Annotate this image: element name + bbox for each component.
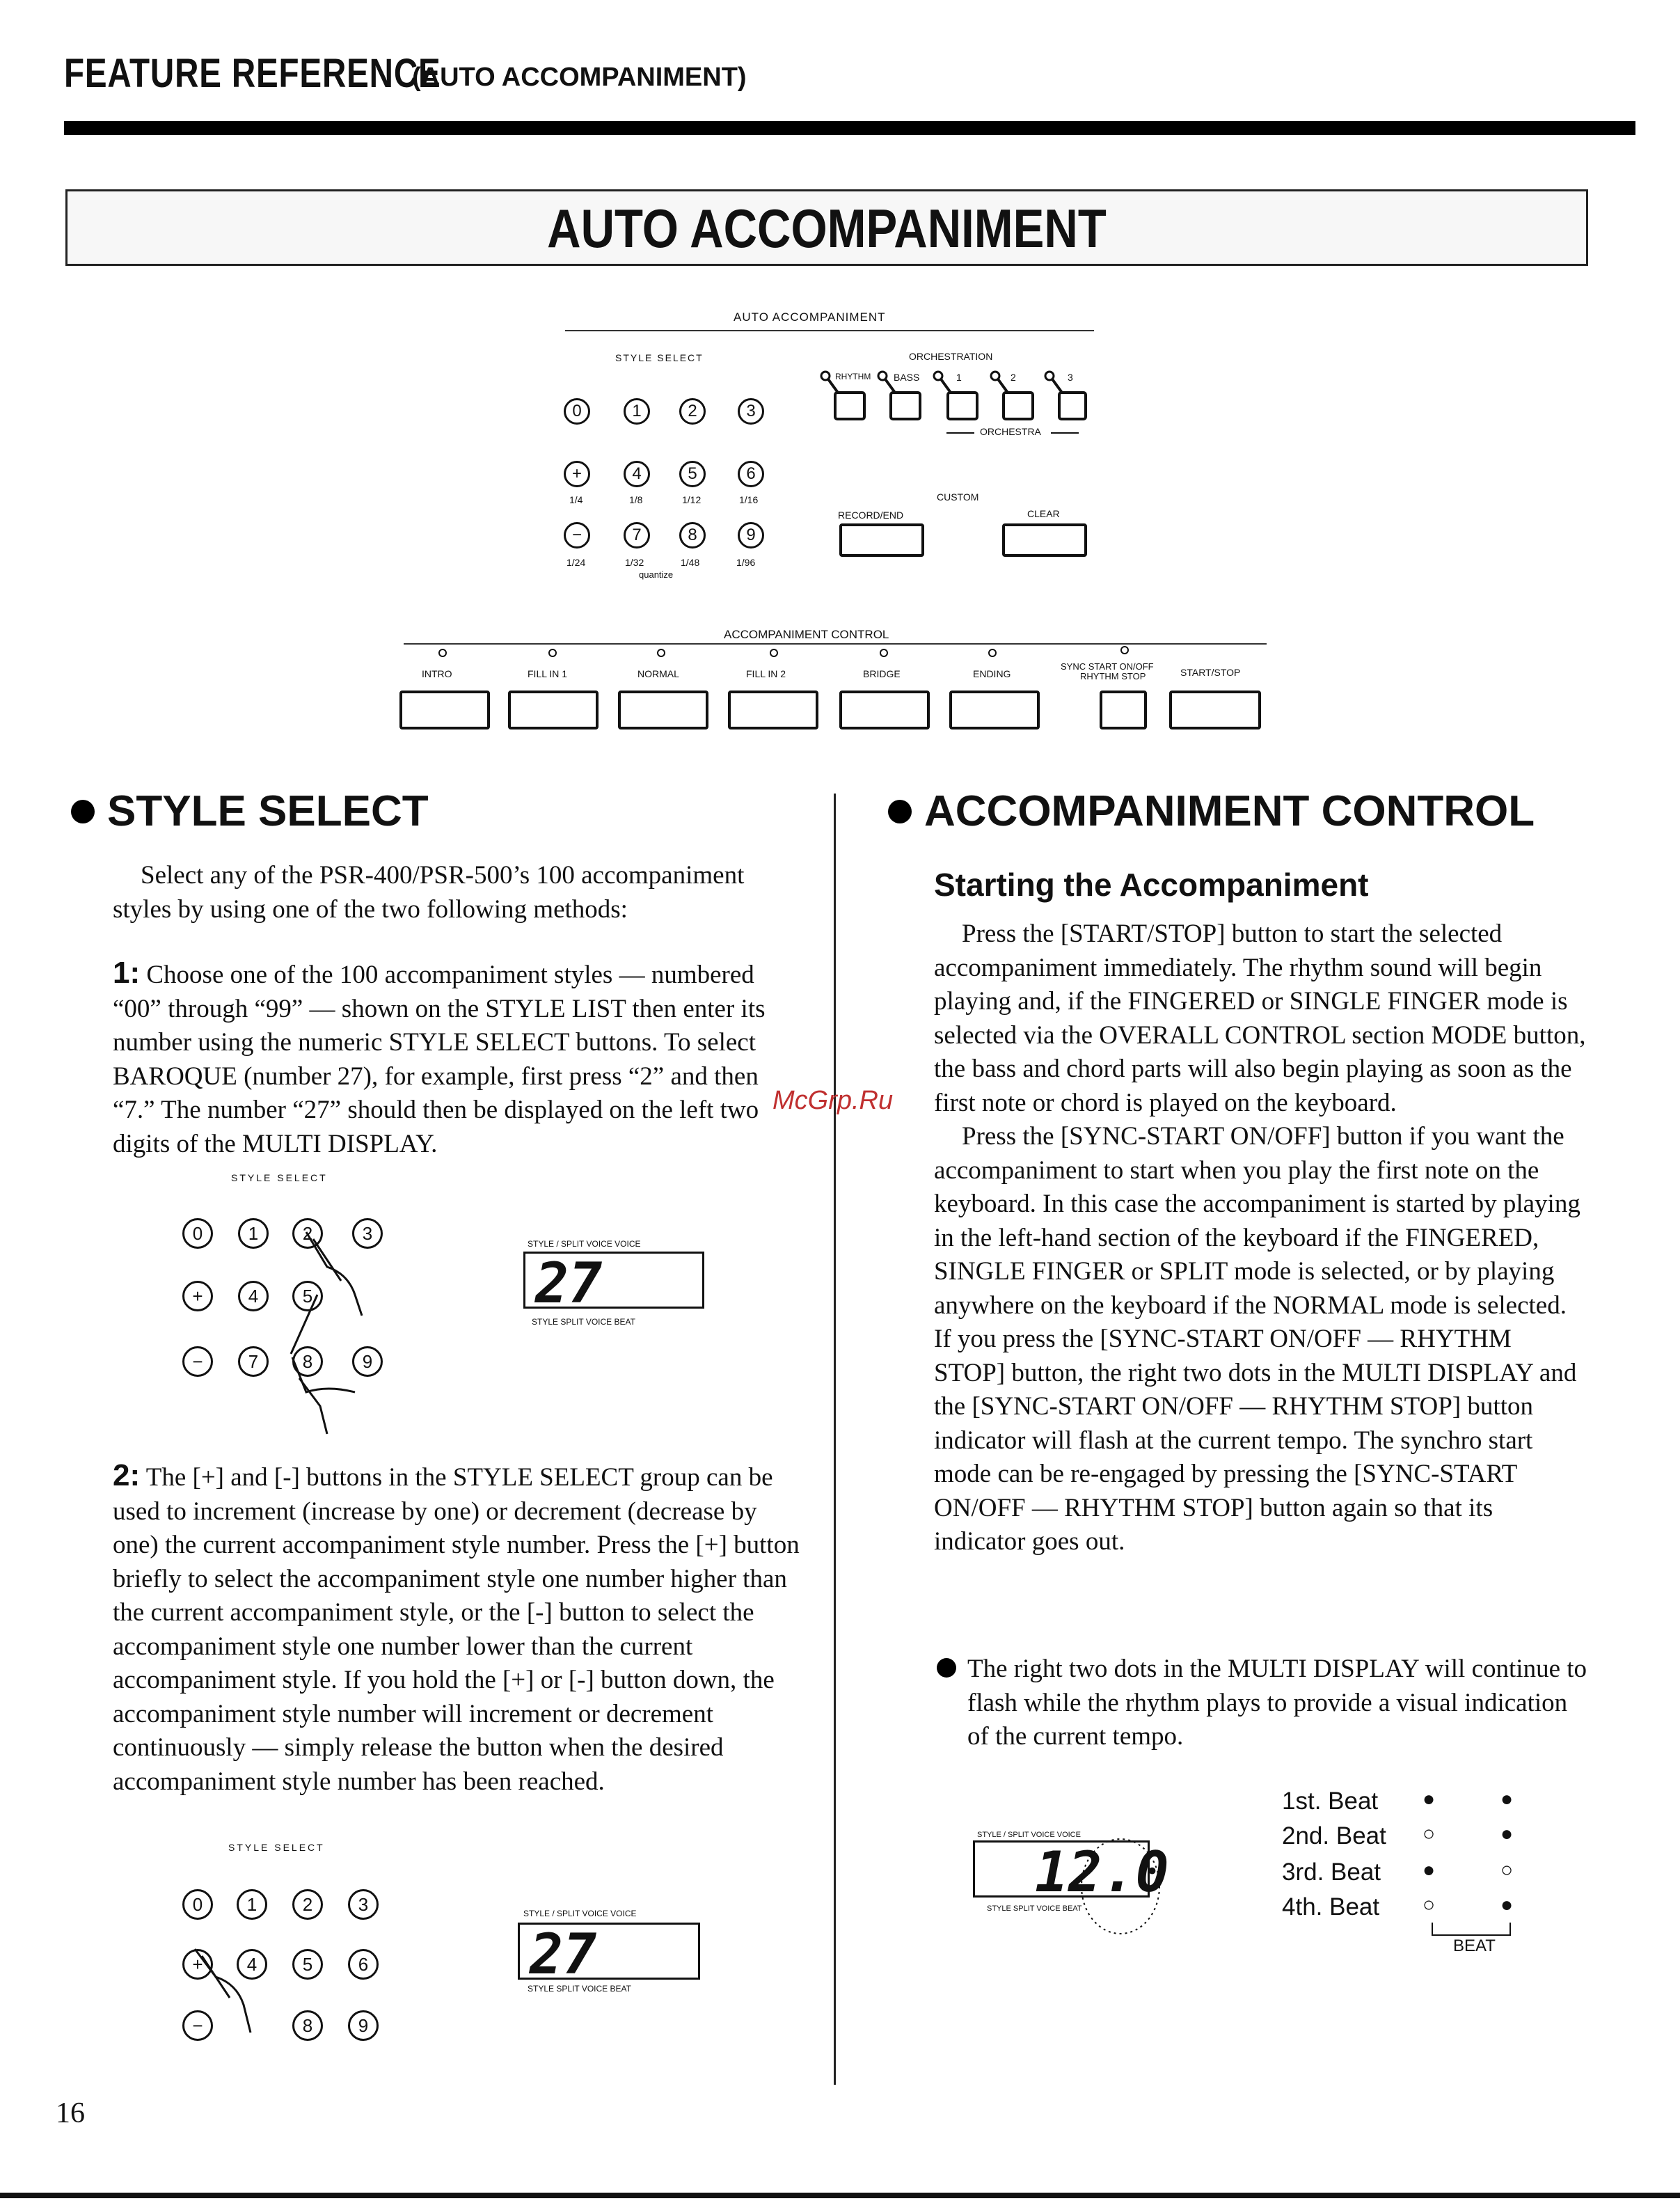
display-bottom-label: STYLE SPLIT VOICE BEAT xyxy=(528,1984,631,1994)
panel-group-title: AUTO ACCOMPANIMENT xyxy=(734,310,886,324)
quantize-caption: quantize xyxy=(639,569,674,580)
style-digit-2[interactable]: 2 xyxy=(679,398,706,425)
fig2-digit-9: 9 xyxy=(348,2010,379,2041)
bottom-rule xyxy=(0,2193,1680,2198)
style-digit-5[interactable]: 5 xyxy=(679,461,706,487)
method-2-text: The [+] and [-] buttons in the STYLE SELECT group can be used to increment (increase by one) or decrement (decrease by one) the current accompaniment style number. Press the [+] button briefly to select the accompaniment style one number higher than the current accompaniment style, or the [-] button to select the accompaniment style one number lower than the current accompaniment style. If you hold the [+] or [-] button down, the accompaniment style number will increment or decrement continuously — simply release the button when the desired accompaniment style number has been reached. xyxy=(113,1463,800,1796)
tempo-note xyxy=(937,1652,1591,1754)
beat-dot: ● xyxy=(1500,1893,1514,1916)
display-bottom-label: STYLE SPLIT VOICE BEAT xyxy=(987,1904,1082,1913)
fig2-digit-4: 4 xyxy=(237,1949,267,1980)
beat-label-4: 4th. Beat xyxy=(1282,1893,1380,1920)
style-digit-8[interactable]: 8 xyxy=(679,522,706,549)
sync-start-indicator xyxy=(1120,646,1129,654)
record-end-label: RECORD/END xyxy=(838,510,904,521)
style-minus-button[interactable]: − xyxy=(564,522,590,549)
fill-in-2-indicator xyxy=(770,649,778,657)
display-value: 27 xyxy=(530,1922,597,1987)
orchestration-label: ORCHESTRATION xyxy=(909,351,993,362)
bridge-button[interactable] xyxy=(839,691,930,729)
style-select-intro: Select any of the PSR-400/PSR-500’s 100 accompaniment styles by using one of the two following methods: xyxy=(113,861,745,924)
fig2-minus: − xyxy=(182,2010,213,2041)
beat-label-3: 3rd. Beat xyxy=(1282,1859,1381,1886)
column-divider xyxy=(834,794,836,2085)
orch-part-rhythm: RHYTHM xyxy=(835,372,871,381)
accompaniment-control-heading: ACCOMPANIMENT CONTROL xyxy=(888,787,1535,836)
fig2-digit-2: 2 xyxy=(292,1889,323,1920)
dots-highlight xyxy=(1072,1838,1169,1942)
fig2-digit-5: 5 xyxy=(292,1949,323,1980)
fill-in-1-indicator xyxy=(548,649,557,657)
fig2-plus: + xyxy=(182,1949,213,1980)
style-digit-1[interactable]: 1 xyxy=(624,398,650,425)
normal-button[interactable] xyxy=(618,691,708,729)
beat-label-1: 1st. Beat xyxy=(1282,1788,1379,1815)
clear-button[interactable] xyxy=(1002,523,1087,557)
ending-button[interactable] xyxy=(949,691,1040,729)
style-select-label: STYLE SELECT xyxy=(615,352,704,363)
multi-display-fig1 xyxy=(523,1251,704,1316)
quantize-label: 1/4 xyxy=(569,494,583,505)
clear-label: CLEAR xyxy=(1027,508,1060,519)
beat-dot: ○ xyxy=(1500,1859,1514,1882)
start-stop-label: START/STOP xyxy=(1180,667,1241,678)
page-title: AUTO ACCOMPANIMENT xyxy=(547,198,1107,259)
style-digit-6[interactable]: 6 xyxy=(738,461,764,487)
fig1-digit-2: 2 xyxy=(292,1218,323,1249)
quantize-label: 1/48 xyxy=(681,557,700,568)
style-select-heading: STYLE SELECT xyxy=(71,787,429,836)
page-title-banner xyxy=(65,189,1588,266)
pointing-hand-icon xyxy=(188,1942,271,2053)
fig2-digit-3: 3 xyxy=(348,1889,379,1920)
intro-indicator xyxy=(438,649,447,657)
bridge-indicator xyxy=(880,649,888,657)
fig1-minus: − xyxy=(182,1346,213,1377)
quantize-label: 1/96 xyxy=(736,557,756,568)
beat-bracket-label: BEAT xyxy=(1453,1936,1496,1955)
intro-button[interactable] xyxy=(399,691,490,729)
fig1-digit-4: 4 xyxy=(238,1281,269,1311)
figure2-label: STYLE SELECT xyxy=(228,1842,325,1853)
start-stop-button[interactable] xyxy=(1169,691,1261,729)
figure1-label: STYLE SELECT xyxy=(231,1172,328,1183)
quantize-label: 1/8 xyxy=(629,494,643,505)
style-digit-9[interactable]: 9 xyxy=(738,522,764,549)
method-1-text: Choose one of the 100 accompaniment styles — numbered “00” through “99” — shown on the STYLE LIST then enter its number using the numeric STYLE SELECT buttons. To select BAROQUE (number 27), for example, first press “2” and then “7.” The number “27” should then be displayed on the left two digits of the MULTI DISPLAY. xyxy=(113,961,766,1158)
pointing-hand-icon xyxy=(251,1225,397,1448)
fig2-digit-1: 1 xyxy=(237,1889,267,1920)
fill-in-2-button[interactable] xyxy=(728,691,818,729)
fig1-digit-1: 1 xyxy=(238,1218,269,1249)
method-2 xyxy=(113,1459,802,1799)
tempo-display-value: 12.0 xyxy=(1035,1840,1169,1904)
quantize-label: 1/32 xyxy=(625,557,644,568)
fig2-digit-6: 6 xyxy=(348,1949,379,1980)
style-digit-4[interactable]: 4 xyxy=(624,461,650,487)
fig1-digit-0: 0 xyxy=(182,1218,213,1249)
style-plus-button[interactable]: + xyxy=(564,461,590,487)
method-1 xyxy=(113,956,793,1161)
fig1-digit-3: 3 xyxy=(352,1218,383,1249)
fig2-digit-8: 8 xyxy=(292,2010,323,2041)
display-top-label: STYLE / SPLIT VOICE VOICE xyxy=(977,1831,1081,1839)
style-digit-3[interactable]: 3 xyxy=(738,398,764,425)
sync-start-label: SYNC START ON/OFF xyxy=(1061,661,1154,672)
sync-start-button[interactable] xyxy=(1100,691,1147,729)
page-number: 16 xyxy=(56,2097,85,2129)
orchestration-buttons[interactable] xyxy=(814,369,1107,425)
beat-dot: ● xyxy=(1423,1788,1436,1810)
section-subheader: (AUTO ACCOMPANIMENT) xyxy=(412,63,747,92)
orch-part-3: 3 xyxy=(1068,372,1073,383)
accompaniment-control-label: ACCOMPANIMENT CONTROL xyxy=(724,628,889,641)
starting-accompaniment-subheading: Starting the Accompaniment xyxy=(934,867,1369,903)
quantize-label: 1/16 xyxy=(739,494,759,505)
paragraph-sync-start: Press the [SYNC-START ON/OFF] button if you want the accompaniment to start when you play the first note on the keyboard. In this case the accompaniment is started by playing in the left-hand section of the keyboard if the FINGERED, SINGLE FINGER or SPLIT mode is selected, or by playing anywhere on the keyboard if the NORMAL mode is selected. If you press the [SYNC-START ON/OFF — RHYTHM STOP] button, the right two dots in the MULTI DISPLAY and the [SYNC-START ON/OFF — RHYTHM STOP] button indicator will flash at the current tempo. The synchro start mode can be re-engaged by pressing the [SYNC-START ON/OFF — RHYTHM STOP] button again so that its indicator goes out. xyxy=(934,1122,1580,1556)
record-end-button[interactable] xyxy=(839,523,924,557)
fig1-digit-7: 7 xyxy=(238,1346,269,1377)
fill-in-2-label: FILL IN 2 xyxy=(746,668,786,679)
bullet-icon xyxy=(937,1658,956,1678)
quantize-label: 1/24 xyxy=(566,557,586,568)
fill-in-1-button[interactable] xyxy=(508,691,599,729)
method-2-number: 2: xyxy=(113,1458,141,1492)
beat-dot: ● xyxy=(1500,1788,1514,1810)
fig1-digit-8: 8 xyxy=(292,1346,323,1377)
beat-dot: ○ xyxy=(1423,1893,1436,1916)
orch-part-1: 1 xyxy=(956,372,962,383)
style-digit-7[interactable]: 7 xyxy=(624,522,650,549)
style-digit-0[interactable]: 0 xyxy=(564,398,590,425)
beat-dot: ● xyxy=(1500,1822,1514,1845)
method-1-number: 1: xyxy=(113,956,141,990)
ending-indicator xyxy=(988,649,997,657)
beat-label-2: 2nd. Beat xyxy=(1282,1822,1386,1849)
fig1-plus: + xyxy=(182,1281,213,1311)
display-top-label: STYLE / SPLIT VOICE VOICE xyxy=(528,1239,641,1249)
fig1-digit-9: 9 xyxy=(352,1346,383,1377)
normal-label: NORMAL xyxy=(637,668,679,679)
beat-dot: ○ xyxy=(1423,1822,1436,1845)
right-body xyxy=(934,917,1588,1559)
multi-display-fig2 xyxy=(518,1922,700,1987)
display-top-label: STYLE / SPLIT VOICE VOICE xyxy=(523,1909,637,1918)
normal-indicator xyxy=(657,649,665,657)
section-header: FEATURE REFERENCE xyxy=(64,51,441,96)
display-bottom-label: STYLE SPLIT VOICE BEAT xyxy=(532,1317,635,1327)
beat-dot: ● xyxy=(1423,1859,1436,1882)
quantize-label: 1/12 xyxy=(682,494,702,505)
fill-in-1-label: FILL IN 1 xyxy=(528,668,568,679)
orch-part-bass: BASS xyxy=(894,372,920,383)
ending-label: ENDING xyxy=(973,668,1011,679)
orchestra-label: ORCHESTRA xyxy=(980,426,1041,437)
display-value: 27 xyxy=(535,1251,603,1316)
paragraph-start-stop: Press the [START/STOP] button to start the selected accompaniment immediately. The rhythm sound will begin playing and, if the FINGERED or SINGLE FINGER mode is selected via the OVERALL CONTROL section MODE button, the bass and chord parts will also begin playing as soon as the first note or chord is played on the keyboard. xyxy=(934,920,1586,1117)
bridge-label: BRIDGE xyxy=(863,668,901,679)
custom-label: CUSTOM xyxy=(937,491,979,503)
intro-label: INTRO xyxy=(422,668,452,679)
orch-part-2: 2 xyxy=(1011,372,1016,383)
header-rule xyxy=(64,121,1635,135)
rhythm-stop-label: RHYTHM STOP xyxy=(1080,671,1146,681)
watermark: McGrp.Ru xyxy=(772,1086,894,1115)
fig1-digit-5: 5 xyxy=(292,1281,323,1311)
fig2-digit-0: 0 xyxy=(182,1889,213,1920)
tempo-note-text: The right two dots in the MULTI DISPLAY will continue to flash while the rhythm plays to provide a visual indication of the current tempo. xyxy=(967,1655,1587,1751)
